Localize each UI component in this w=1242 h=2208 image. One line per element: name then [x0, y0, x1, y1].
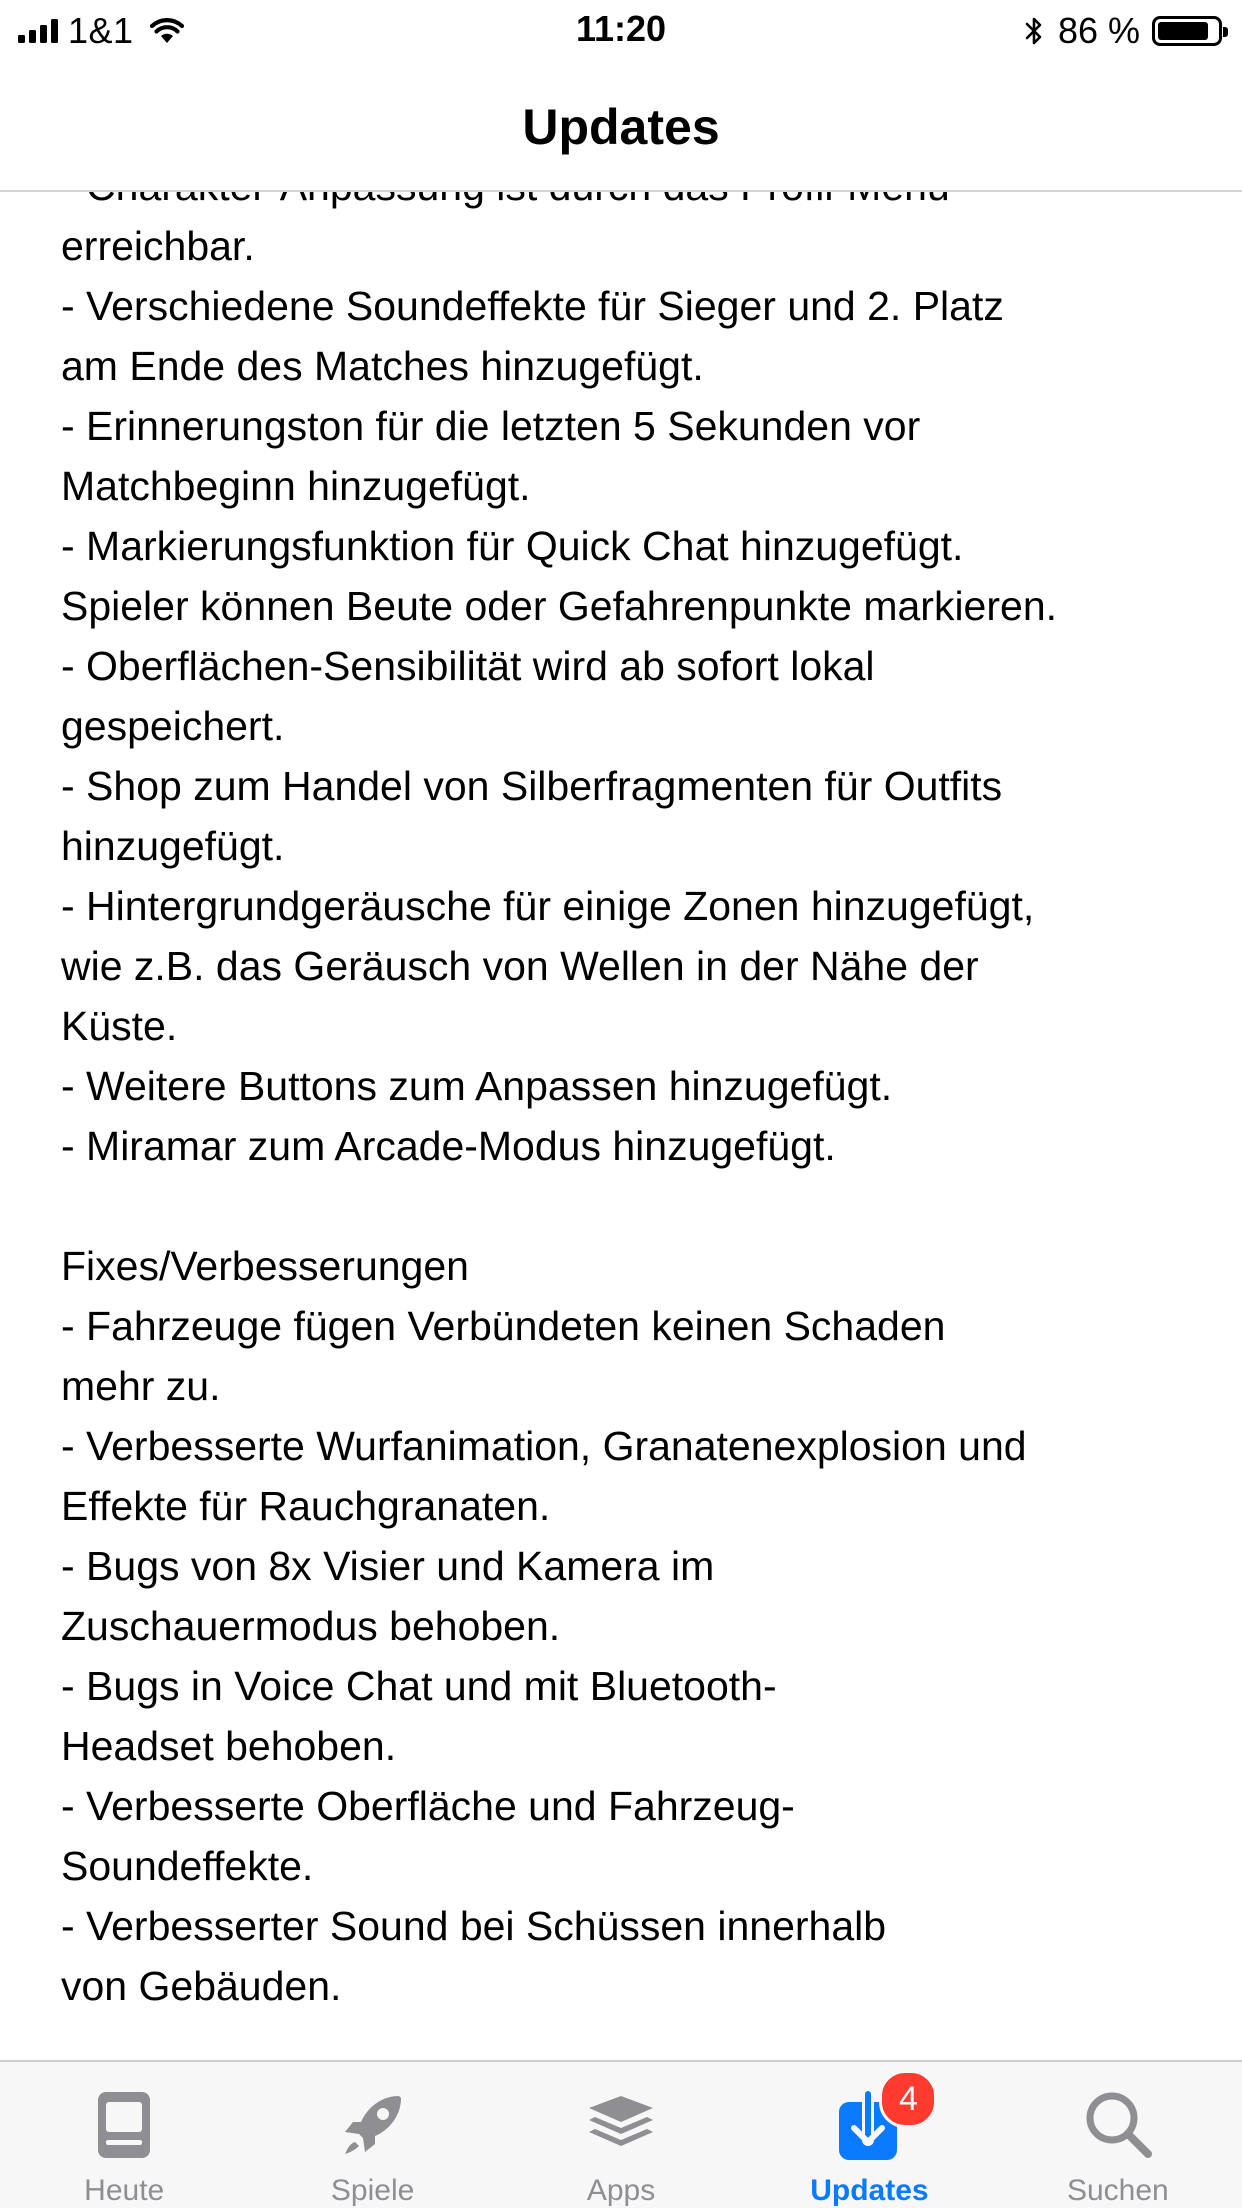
tab-label: Updates: [810, 2174, 929, 2207]
tab-label: Apps: [586, 2174, 656, 2207]
carrier-name: 1&1: [68, 10, 134, 51]
release-note-line: Soundeffekte.: [61, 1843, 314, 1889]
release-note-line: - Hintergrundgeräusche für einige Zonen hinzugefügt,: [61, 883, 1035, 929]
release-note-line: wie z.B. das Geräusch von Wellen in der Nähe der: [61, 943, 979, 989]
release-note-line: Zuschauermodus behoben.: [61, 1603, 561, 1649]
release-note-line: - Erinnerungston für die letzten 5 Sekunden vor: [61, 403, 921, 449]
release-note-line: hinzugefügt.: [61, 823, 285, 869]
release-note-line: am Ende des Matches hinzugefügt.: [61, 343, 704, 389]
release-note-line: Fixes/Verbesserungen: [61, 1243, 469, 1289]
release-note-line: - Verbesserter Sound bei Schüssen innerhalb: [61, 1903, 887, 1949]
release-note-line: - Weitere Buttons zum Anpassen hinzugefügt.: [61, 1063, 893, 1109]
release-note-line: Spieler können Beute oder Gefahrenpunkte markieren.: [61, 583, 1058, 629]
release-note-line: - Verbesserte Wurfanimation, Granatenexplosion und: [61, 1423, 1027, 1469]
release-note-line: - Verbesserte Oberfläche und Fahrzeug-: [61, 1783, 795, 1829]
release-note-line: gespeichert.: [61, 703, 285, 749]
release-note-line: erreichbar.: [61, 223, 255, 269]
tab-updates[interactable]: [745, 2062, 993, 2208]
rocket-icon: [333, 2084, 413, 2164]
battery-level-fill: [1158, 22, 1208, 40]
release-note-line: mehr zu.: [61, 1363, 221, 1409]
tab-label: Heute: [84, 2174, 165, 2207]
release-note-line: Matchbeginn hinzugefügt.: [61, 463, 531, 509]
release-note-line: von Gebäuden.: [61, 1963, 342, 2009]
status-bar: [0, 0, 1242, 62]
tab-label: Suchen: [1066, 2174, 1169, 2207]
updates-badge: 4: [879, 2070, 937, 2128]
tab-bar: [0, 2060, 1242, 2208]
release-note-line: Headset behoben.: [61, 1723, 397, 1769]
release-note-line: - Fahrzeuge fügen Verbündeten keinen Schaden: [61, 1303, 946, 1349]
status-time: 11:20: [575, 8, 667, 49]
status-right: [1024, 10, 1222, 52]
bluetooth-icon: [1024, 15, 1044, 47]
tab-label: Spiele: [330, 2174, 415, 2207]
release-notes-text: [61, 156, 1211, 2016]
release-note-line: - Verschiedene Soundeffekte für Sieger und 2. Platz: [61, 283, 1004, 329]
battery-icon: [1152, 16, 1222, 46]
release-note-line: Effekte für Rauchgranaten.: [61, 1483, 551, 1529]
battery-nub: [1223, 27, 1228, 37]
release-note-line: - Bugs in Voice Chat und mit Bluetooth-: [61, 1663, 777, 1709]
tab-suchen[interactable]: [994, 2062, 1242, 2208]
page-title: Updates: [522, 99, 720, 155]
release-note-line: - Oberflächen-Sensibilität wird ab sofort lokal: [61, 643, 875, 689]
release-note-line: Küste.: [61, 1003, 178, 1049]
release-note-line: - Markierungsfunktion für Quick Chat hinzugefügt.: [61, 523, 964, 569]
tab-heute[interactable]: [0, 2062, 248, 2208]
stack-icon: [581, 2084, 661, 2164]
release-note-line: - Bugs von 8x Visier und Kamera im: [61, 1543, 715, 1589]
release-note-line: - Shop zum Handel von Silberfragmenten für Outfits: [61, 763, 1003, 809]
blank-line: [61, 1176, 1211, 1236]
navigation-bar: [0, 62, 1242, 192]
search-icon: [1078, 2084, 1158, 2164]
release-note-line: - Miramar zum Arcade-Modus hinzugefügt.: [61, 1123, 836, 1169]
today-icon: [84, 2084, 164, 2164]
tab-spiele[interactable]: [248, 2062, 496, 2208]
download-icon: [829, 2080, 918, 2164]
battery-percentage: 86 %: [1057, 10, 1140, 51]
tab-apps[interactable]: [497, 2062, 745, 2208]
